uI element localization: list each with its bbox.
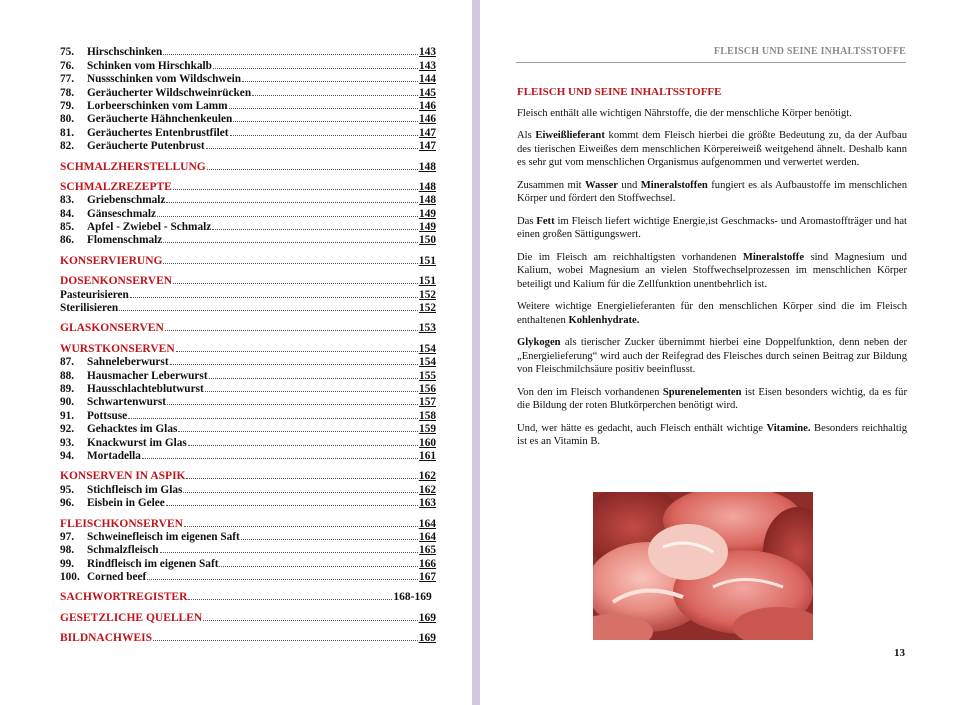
text-run: Besonders reichhaltig ist es an Vitamin B. <box>517 422 908 447</box>
toc-entry-title: Schmalzfleisch <box>87 544 159 557</box>
text-run: Die im Fleisch am reichhaltigsten vorhandenen <box>517 251 743 263</box>
toc-section-row <box>60 631 436 644</box>
toc-entry-title: Hirschschinken <box>87 46 163 59</box>
toc-entry-row <box>60 530 436 543</box>
toc-entry-number: 93. <box>60 436 75 449</box>
text-run: als tierischer Zucker übernimmt hierbei eine Doppelfunktion, denn neben der „Energielieferung“ wird auch der Reifegrad des Fleisches durch seinen Beitrag zur Bildung von Fleischmilchsäure positiv beeinflusst. <box>517 337 907 375</box>
toc-entry-title: Schweinefleisch im eigenen Saft <box>87 530 240 543</box>
toc-entry-row <box>60 422 436 435</box>
toc-dot-leader <box>209 377 418 379</box>
toc-page-number: 155 <box>419 369 436 382</box>
toc-page-number: 145 <box>419 86 436 99</box>
toc-entry-number: 88. <box>60 369 75 382</box>
toc-section-row <box>60 610 436 623</box>
toc-entry-number: 87. <box>60 356 75 369</box>
toc-entry-title: KONSERVEN IN ASPIK <box>60 470 186 483</box>
toc-entry-title: Pottsuse <box>87 409 128 422</box>
toc-dot-leader <box>213 67 418 69</box>
toc-entry-row <box>60 301 436 314</box>
toc-dot-leader <box>166 504 418 506</box>
toc-entry-row <box>60 233 436 246</box>
toc-page-number: 160 <box>419 436 436 449</box>
bold-term: Vitamine. <box>766 422 811 434</box>
toc-page-number: 146 <box>419 99 436 112</box>
toc-entry-row <box>60 355 436 368</box>
text-run: Und, wer hätte es gedacht, auch Fleisch enthält wichtige <box>517 422 767 434</box>
body-paragraph <box>517 422 907 449</box>
toc-entry-number: 79. <box>60 99 75 112</box>
toc-entry-number: 78. <box>60 86 75 99</box>
toc-dot-leader <box>173 188 418 190</box>
toc-entry-number: 96. <box>60 497 75 510</box>
toc-entry-title: Hausmacher Leberwurst <box>87 369 208 382</box>
toc-dot-leader <box>163 262 417 264</box>
toc-dot-leader <box>119 309 418 311</box>
toc-dot-leader <box>203 619 418 621</box>
body-paragraph <box>517 179 907 206</box>
toc-page-number: 149 <box>419 221 436 234</box>
toc-page-number: 148 <box>418 160 436 173</box>
page-number: 13 <box>894 647 905 659</box>
body-paragraph <box>517 215 907 242</box>
toc-section-row <box>60 516 436 529</box>
toc-dot-leader <box>170 363 418 365</box>
toc-entry-number: 98. <box>60 544 75 557</box>
toc-entry-title: Hausschlachteblutwurst <box>87 382 204 395</box>
toc-entry-row <box>60 449 436 462</box>
article-heading: FLEISCH UND SEINE INHALTSSTOFFE <box>517 86 722 98</box>
text-run: im Fleisch liefert wichtige Energie,ist Geschmacks- und Aromastoffträger und hat einen großen Sättigungswert. <box>517 215 908 240</box>
toc-entry-row <box>60 72 436 85</box>
paragraphs <box>517 107 907 449</box>
toc-entry-number: 97. <box>60 530 75 543</box>
toc-entry-number: 91. <box>60 409 75 422</box>
toc-entry-number: 100. <box>60 571 80 584</box>
toc-entry-row <box>60 496 436 509</box>
toc-dot-leader <box>163 241 418 243</box>
text-run: kommt dem Fleisch hierbei die größte Bedeutung zu, da der Aufbau des tierischen Eiweißes dem menschlichen Körpereiweiß weitgehend ähnelt. Deshalb kann es sehr gut vom menschlichen Organismus aufgenommen und verwertet werden. <box>517 130 907 168</box>
toc-page-number: 169 <box>418 611 436 624</box>
toc-entry-title: GESETZLICHE QUELLEN <box>60 611 203 624</box>
toc-dot-leader <box>252 94 418 96</box>
toc-entry-row <box>60 45 436 58</box>
toc-page-number: 152 <box>419 288 436 301</box>
toc-dot-leader <box>212 228 418 230</box>
toc-entry-row <box>60 220 436 233</box>
toc-entry-number: 86. <box>60 234 75 247</box>
body-paragraph <box>517 107 907 121</box>
toc-entry-title: Stichfleisch im Glas <box>87 483 183 496</box>
toc-entry-number: 90. <box>60 396 75 409</box>
toc-page-number: 164 <box>419 530 436 543</box>
toc-entry-title: DOSENKONSERVEN <box>60 275 173 288</box>
toc-page-number: 151 <box>418 275 436 288</box>
toc-entry-title: Sahneleberwurst <box>87 356 169 369</box>
toc-entry-row <box>60 395 436 408</box>
toc-entry-row <box>60 368 436 381</box>
toc-dot-leader <box>230 134 419 136</box>
toc-dot-leader <box>130 296 418 298</box>
text-run: Fleisch enthält alle wichtigen Nährstoffe, die der menschliche Körper benötigt. <box>517 107 852 119</box>
toc-dot-leader <box>207 168 418 170</box>
toc-page-number: 157 <box>419 396 436 409</box>
toc-page-number: 156 <box>419 382 436 395</box>
toc-dot-leader <box>178 430 418 432</box>
toc-entry-number: 92. <box>60 423 75 436</box>
toc-entry-title: Eisbein in Gelee <box>87 497 165 510</box>
body-paragraph <box>517 386 907 413</box>
toc-entry-row <box>60 58 436 71</box>
toc-entry-title: Geräucherte Hähnchenkeulen <box>87 113 233 126</box>
toc-entry-number: 89. <box>60 382 75 395</box>
toc-entry-row <box>60 482 436 495</box>
toc-entry-row <box>60 193 436 206</box>
toc-page-number: 150 <box>419 234 436 247</box>
toc-entry-row <box>60 287 436 300</box>
toc-page-number: 151 <box>418 254 436 267</box>
bold-term: Mineralstoffen <box>640 179 708 191</box>
toc-entry-title: Rindfleisch im eigenen Saft <box>87 557 219 570</box>
left-page <box>0 0 472 705</box>
toc-entry-row <box>60 570 436 583</box>
toc-page-number: 154 <box>418 342 436 355</box>
toc-page-number: 162 <box>419 483 436 496</box>
bold-term: Spurenelementen <box>662 386 742 398</box>
toc-entry-title: SCHMALZREZEPTE <box>60 180 172 193</box>
toc-section-row <box>60 253 436 266</box>
table-of-contents <box>60 45 436 644</box>
toc-entry-row <box>60 85 436 98</box>
toc-dot-leader <box>241 538 418 540</box>
toc-page-number: 147 <box>419 126 436 139</box>
toc-dot-leader <box>128 417 418 419</box>
toc-page-number: 147 <box>419 140 436 153</box>
toc-dot-leader <box>160 551 419 553</box>
toc-entry-number: 85. <box>60 221 75 234</box>
toc-entry-number: 75. <box>60 46 75 59</box>
bold-term: Fett <box>536 215 555 227</box>
toc-dot-leader <box>147 578 418 580</box>
toc-dot-leader <box>157 215 418 217</box>
toc-entry-title: Gänseschmalz <box>87 207 157 220</box>
toc-section-row <box>60 159 436 172</box>
toc-dot-leader <box>188 444 418 446</box>
toc-entry-title: Geräuchertes Entenbrustfilet <box>87 126 229 139</box>
toc-dot-leader <box>242 80 418 82</box>
toc-entry-title: GLASKONSERVEN <box>60 322 164 335</box>
toc-page-number: 148 <box>419 194 436 207</box>
text-run: Von den im Fleisch vorhandenen <box>517 386 663 398</box>
text-run: ist Eisen besonders wichtig, da es für die Bildung der roten Blutkörperchen benötigt wird. <box>517 386 907 411</box>
bold-term: Kohlenhydrate. <box>568 314 640 326</box>
toc-page-number: 167 <box>419 571 436 584</box>
text-run: und <box>618 179 641 191</box>
toc-section-row <box>60 321 436 334</box>
toc-entry-row <box>60 543 436 556</box>
running-header: FLEISCH UND SEINE INHALTSSTOFFE <box>713 46 906 57</box>
header-rule <box>516 62 906 63</box>
toc-dot-leader <box>166 201 418 203</box>
toc-page-number: 152 <box>419 302 436 315</box>
article-body <box>517 86 907 458</box>
toc-dot-leader <box>205 390 418 392</box>
toc-entry-title: Flomenschmalz <box>87 234 163 247</box>
toc-entry-number: 83. <box>60 194 75 207</box>
toc-entry-title: Knackwurst im Glas <box>87 436 187 449</box>
bold-term: Wasser <box>585 179 619 191</box>
toc-entry-row <box>60 556 436 569</box>
toc-page-number: 166 <box>419 557 436 570</box>
toc-entry-title: Geräucherter Wildschweinrücken <box>87 86 252 99</box>
toc-section-row <box>60 180 436 193</box>
toc-entry-row <box>60 382 436 395</box>
toc-page-number: 146 <box>419 113 436 126</box>
text-run: Zusammen mit <box>517 179 586 191</box>
toc-page-number: 161 <box>419 449 436 462</box>
toc-entry-row <box>60 408 436 421</box>
text-run: fungiert es als Aufbaustoffe im menschlichen Körper und fördert den Stoffwechsel. <box>517 179 908 204</box>
toc-page-number: 159 <box>419 423 436 436</box>
bold-term: Glykogen <box>517 337 561 348</box>
toc-entry-row <box>60 139 436 152</box>
toc-entry-row <box>60 99 436 112</box>
meat-photo-icon <box>593 492 813 640</box>
toc-entry-title: Corned beef <box>87 571 147 584</box>
toc-dot-leader <box>206 147 418 149</box>
toc-entry-title: Apfel - Zwiebel - Schmalz <box>87 221 212 234</box>
toc-dot-leader <box>173 282 418 284</box>
toc-entry-title: FLEISCHKONSERVEN <box>60 517 183 530</box>
toc-entry-number: 77. <box>60 73 75 86</box>
toc-page-number: 144 <box>419 73 436 86</box>
toc-section-row <box>60 274 436 287</box>
toc-dot-leader <box>176 350 418 352</box>
toc-page-number: 162 <box>418 470 436 483</box>
body-paragraph <box>517 251 907 292</box>
toc-entry-title: Sterilisieren <box>60 302 119 315</box>
toc-entry-title: Pasteurisieren <box>60 288 129 301</box>
right-page <box>480 0 962 705</box>
toc-page-number: 143 <box>419 59 436 72</box>
body-paragraph <box>517 300 907 327</box>
toc-entry-number: 82. <box>60 140 75 153</box>
toc-dot-leader <box>142 457 418 459</box>
text-run: Weitere wichtige Energielieferanten für den menschlichen Körper sind die im Fleisch enthaltenen <box>517 301 907 326</box>
toc-entry-title: KONSERVIERUNG <box>60 254 163 267</box>
toc-page-number: 143 <box>419 46 436 59</box>
toc-entry-title: SACHWORTREGISTER <box>60 591 188 604</box>
bold-term: Eiweißlieferant <box>535 130 605 141</box>
toc-page-number: 148 <box>418 180 436 193</box>
toc-entry-title: Lorbeerschinken vom Lamm <box>87 99 228 112</box>
toc-dot-leader <box>183 491 418 493</box>
toc-entry-title: Schinken vom Hirschkalb <box>87 59 212 72</box>
toc-entry-title: BILDNACHWEIS <box>60 632 153 645</box>
toc-entry-number: 95. <box>60 483 75 496</box>
toc-entry-title: Schwartenwurst <box>87 396 167 409</box>
toc-dot-leader <box>186 477 417 479</box>
toc-entry-row <box>60 435 436 448</box>
toc-entry-number: 80. <box>60 113 75 126</box>
toc-section-row <box>60 341 436 354</box>
toc-entry-title: WURSTKONSERVEN <box>60 342 175 355</box>
toc-dot-leader <box>167 403 418 405</box>
toc-entry-number: 99. <box>60 557 75 570</box>
bold-term: Mineralstoffe <box>742 251 805 263</box>
toc-dot-leader <box>153 639 418 641</box>
toc-page-number: 158 <box>419 409 436 422</box>
toc-entry-title: Gehacktes im Glas <box>87 423 178 436</box>
text-run: sind Magnesium und Kalium, wobei Magnesium an vielen Stoffwechselprozessen im menschlichen Körper beteiligt und Kalium für die Zellfunktion unentbehrlich ist. <box>517 251 907 290</box>
toc-entry-number: 84. <box>60 207 75 220</box>
toc-section-row <box>60 469 436 482</box>
toc-page-number: 153 <box>418 322 436 335</box>
toc-dot-leader <box>229 107 418 109</box>
toc-entry-number: 81. <box>60 126 75 139</box>
text-run: Als <box>517 130 536 141</box>
toc-page-number: 154 <box>419 356 436 369</box>
toc-page-number: 169 <box>418 632 436 645</box>
toc-entry-title: Griebenschmalz <box>87 194 166 207</box>
toc-page-number: 163 <box>419 497 436 510</box>
toc-entry-row <box>60 112 436 125</box>
body-paragraph <box>517 129 907 170</box>
toc-entry-row <box>60 206 436 219</box>
toc-page-number: 149 <box>419 207 436 220</box>
toc-dot-leader <box>233 120 418 122</box>
toc-dot-leader <box>163 53 418 55</box>
toc-entry-title: SCHMALZHERSTELLUNG <box>60 160 206 173</box>
toc-entry-title: Mortadella <box>87 449 141 462</box>
toc-page-number: 168-169 <box>393 591 432 604</box>
toc-dot-leader <box>219 565 418 567</box>
toc-section-row <box>60 590 436 603</box>
body-paragraph <box>517 336 907 377</box>
toc-dot-leader <box>184 525 418 527</box>
toc-entry-title: Geräucherte Putenbrust <box>87 140 205 153</box>
toc-page-number: 165 <box>419 544 436 557</box>
toc-page-number: 164 <box>418 517 436 530</box>
toc-entry-number: 76. <box>60 59 75 72</box>
toc-dot-leader <box>188 598 392 600</box>
toc-entry-row <box>60 125 436 138</box>
toc-dot-leader <box>165 329 418 331</box>
toc-entry-number: 94. <box>60 449 75 462</box>
text-run: Das <box>517 215 537 227</box>
page-gutter <box>472 0 480 705</box>
toc-entry-title: Nussschinken vom Wildschwein <box>87 73 242 86</box>
